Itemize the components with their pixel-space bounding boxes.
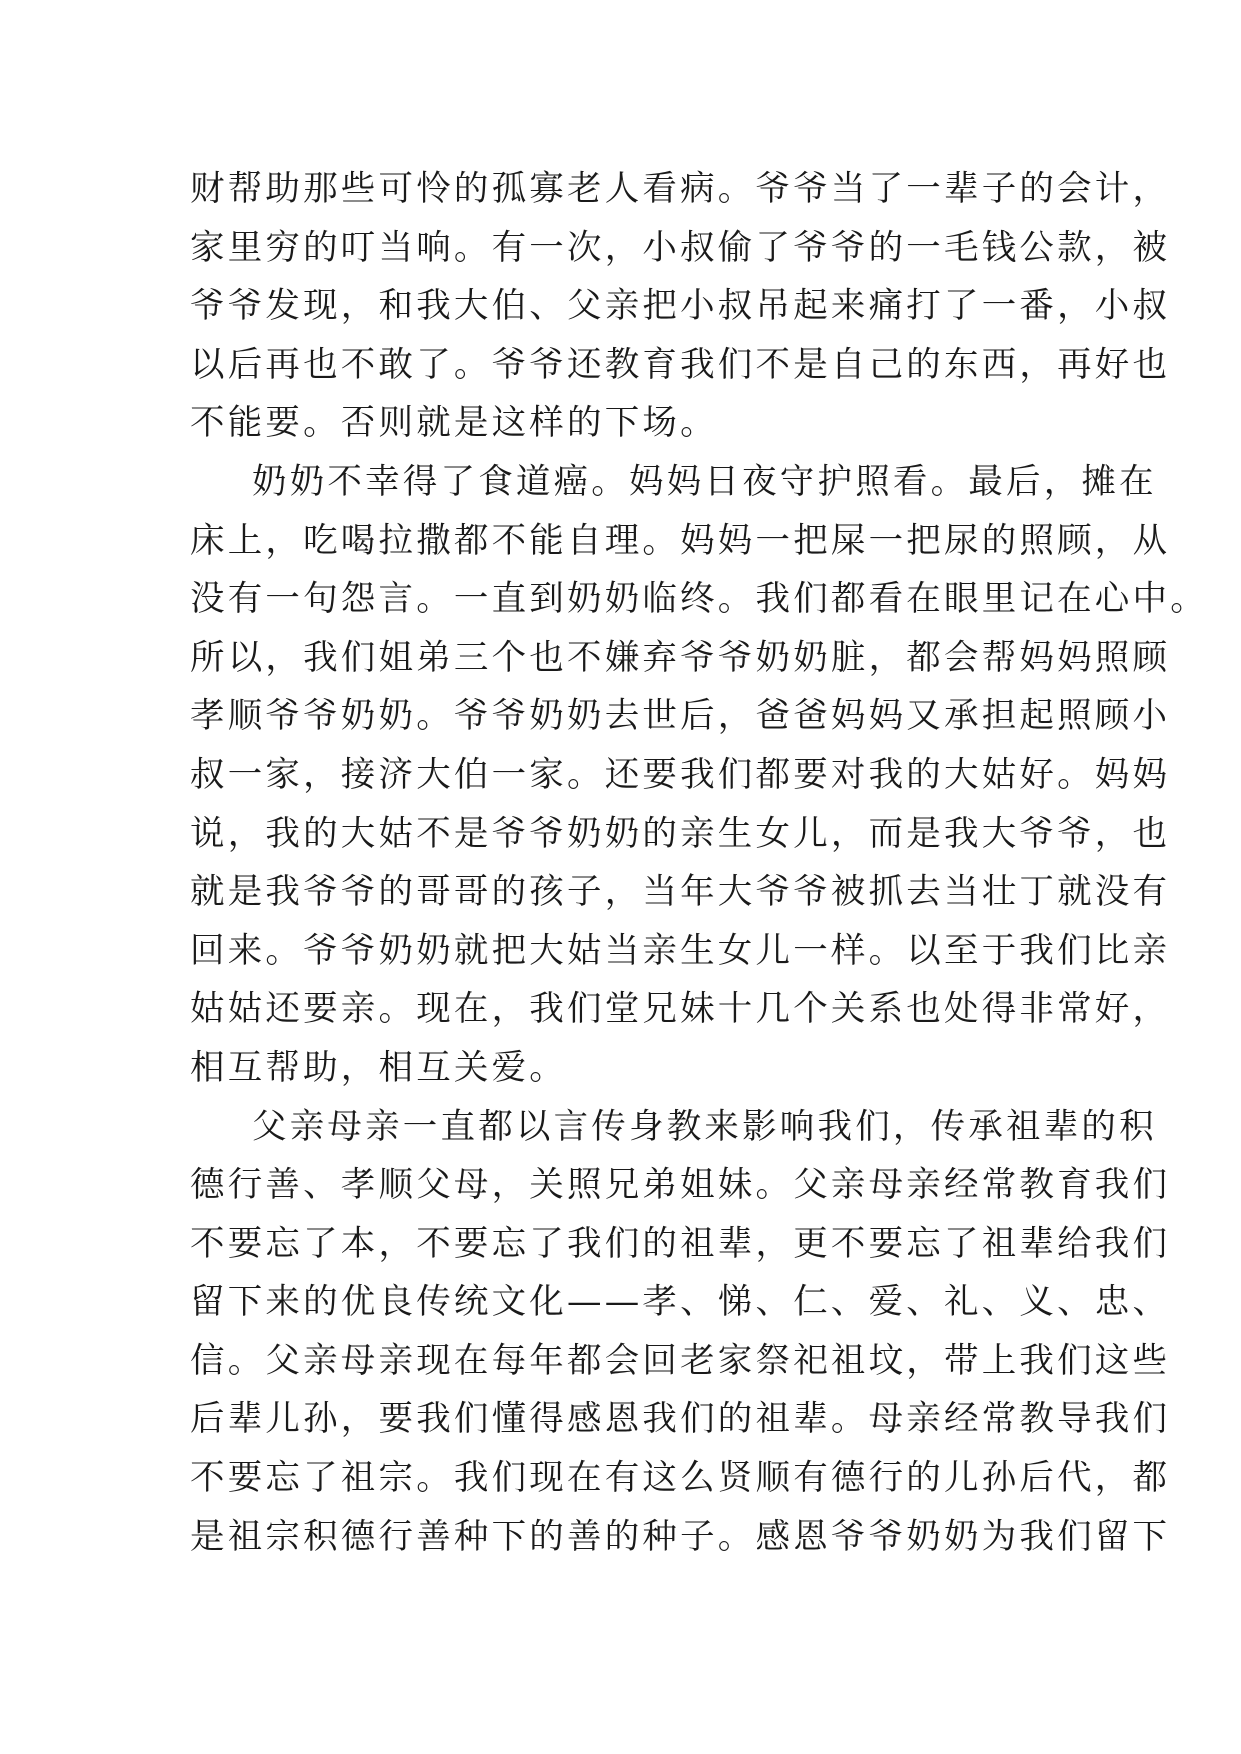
text-line: 回来。爷爷奶奶就把大姑当亲生女儿一样。以至于我们比亲 [190,930,1171,971]
text-line: 奶奶不幸得了食道癌。妈妈日夜守护照看。最后，摊在 [252,461,1157,502]
paragraph-2 [190,453,1208,1098]
text-line: 信。父亲母亲现在每年都会回老家祭祀祖坟，带上我们这些 [190,1340,1171,1381]
text-line: 相互帮助，相互关爱。 [190,1047,567,1088]
text-line: 说，我的大姑不是爷爷奶奶的亲生女儿，而是我大爷爷，也 [190,813,1171,854]
text-line: 叔一家，接济大伯一家。还要我们都要对我的大姑好。妈妈 [190,754,1171,795]
text-line: 床上，吃喝拉撒都不能自理。妈妈一把屎一把尿的照顾，从 [190,520,1171,561]
paragraph-3 [190,1098,1171,1567]
body-text [190,160,1208,1566]
text-line: 不要忘了本，不要忘了我们的祖辈，更不要忘了祖辈给我们 [190,1223,1171,1264]
text-line: 家里穷的叮当响。有一次，小叔偷了爷爷的一毛钱公款，被 [190,227,1171,268]
text-line: 没有一句怨言。一直到奶奶临终。我们都看在眼里记在心中。 [190,579,1208,620]
text-line: 爷爷发现，和我大伯、父亲把小叔吊起来痛打了一番，小叔 [190,286,1171,327]
paragraph-1 [190,160,1171,453]
text-line: 孝顺爷爷奶奶。爷爷奶奶去世后，爸爸妈妈又承担起照顾小 [190,696,1171,737]
text-line: 父亲母亲一直都以言传身教来影响我们，传承祖辈的积 [252,1106,1157,1147]
text-line: 姑姑还要亲。现在，我们堂兄妹十几个关系也处得非常好， [190,989,1171,1030]
text-line: 是祖宗积德行善种下的善的种子。感恩爷爷奶奶为我们留下 [190,1516,1171,1557]
text-line: 所以，我们姐弟三个也不嫌弃爷爷奶奶脏，都会帮妈妈照顾 [190,637,1171,678]
text-line: 财帮助那些可怜的孤寡老人看病。爷爷当了一辈子的会计， [190,169,1171,209]
text-line: 不能要。否则就是这样的下场。 [190,403,718,444]
text-line: 以后再也不敢了。爷爷还教育我们不是自己的东西，再好也 [190,344,1171,385]
text-line: 不要忘了祖宗。我们现在有这么贤顺有德行的儿孙后代，都 [190,1458,1171,1499]
text-line: 留下来的优良传统文化——孝、悌、仁、爱、礼、义、忠、 [190,1282,1171,1323]
text-line: 德行善、孝顺父母，关照兄弟姐妹。父亲母亲经常教育我们 [190,1165,1171,1206]
text-line: 就是我爷爷的哥哥的孩子，当年大爷爷被抓去当壮丁就没有 [190,872,1171,913]
text-line: 后辈儿孙，要我们懂得感恩我们的祖辈。母亲经常教导我们 [190,1399,1171,1440]
